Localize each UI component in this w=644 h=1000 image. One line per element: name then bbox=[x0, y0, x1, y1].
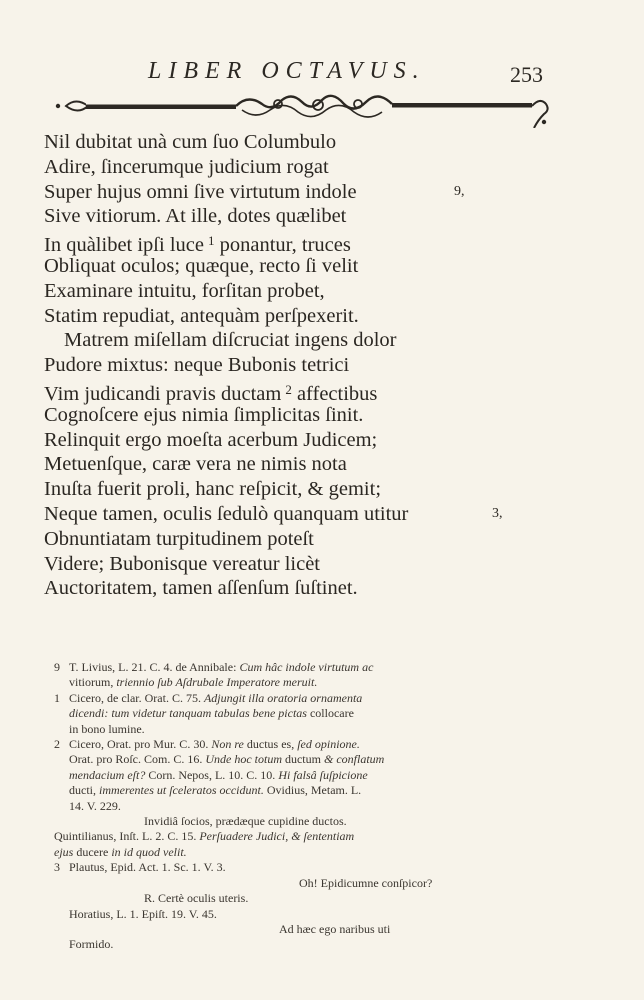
verse-line bbox=[44, 403, 604, 428]
quoted-text: Unde hoc totum bbox=[205, 752, 282, 767]
verse-text: Adire, ſincerumque judicium rogat bbox=[44, 155, 329, 178]
verse-text: Obnuntiatam turpitudinem poteſt bbox=[44, 527, 314, 550]
verse-line bbox=[44, 452, 604, 477]
footnote-marker: 2 bbox=[285, 381, 292, 397]
footnote-number: 2 bbox=[54, 737, 60, 752]
quoted-text: ductum bbox=[284, 752, 321, 767]
verse-text: Inuſta fuerit proli, hanc reſpicit, & gemit; bbox=[44, 478, 382, 501]
verse-line bbox=[44, 180, 604, 205]
quoted-text: Ad hæc ego naribus uti bbox=[279, 921, 391, 936]
quoted-text: & conflatum bbox=[323, 752, 385, 767]
verse-text: affectibus bbox=[296, 382, 378, 405]
citation-text: Cicero, de clar. Orat. C. 75. bbox=[69, 690, 201, 705]
footnote-2 bbox=[54, 737, 554, 860]
citation-text: Plautus, Epid. Act. 1. Sc. 1. V. 3. bbox=[69, 860, 226, 875]
citation-text: Orat. pro Roſc. Com. C. 16. bbox=[69, 752, 203, 767]
verse-text: Matrem miſellam diſcruciat ingens dolor bbox=[64, 329, 397, 352]
verse-text: Neque tamen, oculis ſedulò quanquam utitur bbox=[44, 502, 409, 525]
verse-block bbox=[44, 130, 604, 601]
quoted-text: Invidiâ ſocios, prædæque cupidine ductos. bbox=[144, 814, 347, 829]
verse-text: Sive vitiorum. At ille, dotes quælibet bbox=[44, 205, 347, 228]
footnote-number: 3 bbox=[54, 860, 60, 875]
verse-line bbox=[44, 552, 604, 577]
verse-text: Auctoritatem, tamen aſſenſum ſuſtinet. bbox=[44, 577, 358, 600]
footnote-number: 1 bbox=[54, 690, 60, 705]
footnote-marker: 1 bbox=[207, 233, 215, 249]
verse-text: Vim judicandi pravis ductam bbox=[44, 382, 282, 405]
quoted-text: ducere bbox=[76, 844, 109, 859]
verse-text: Pudore mixtus: neque Bubonis tetrici bbox=[44, 354, 350, 377]
verse-line bbox=[44, 378, 604, 403]
quoted-text: immerentes ut ſceleratos occidunt. bbox=[99, 783, 264, 798]
verse-text: Videre; Bubonisque vereatur licèt bbox=[44, 552, 320, 575]
verse-line bbox=[44, 229, 604, 257]
quoted-text: Perſuadere Judici, & ſententiam bbox=[199, 829, 355, 844]
quoted-text: in id quod velit. bbox=[111, 844, 187, 859]
verse-line bbox=[44, 304, 604, 329]
footnote-3 bbox=[54, 860, 554, 952]
quoted-text: Hi falsâ ſuſpicione bbox=[278, 767, 368, 782]
verse-line bbox=[44, 204, 604, 229]
quoted-text: Formido. bbox=[69, 937, 114, 952]
quoted-text: in bono lumine. bbox=[69, 721, 145, 736]
quoted-text: ductus es, bbox=[246, 737, 295, 752]
quoted-text: ducti, bbox=[69, 783, 96, 798]
verse-line bbox=[44, 254, 604, 279]
citation-text: Ovidius, Metam. L. bbox=[266, 783, 362, 798]
citation-text: vitiorum, bbox=[69, 675, 114, 690]
citation-text: T. Livius, L. 21. C. 4. de Annibale: bbox=[69, 660, 237, 674]
citation-text: 14. V. 229. bbox=[69, 798, 121, 813]
footnote-1 bbox=[54, 691, 554, 737]
quoted-text: Cum hâc indole virtutum ac bbox=[239, 660, 374, 674]
verse-text: Statim repudiat, antequàm perſpexerit. bbox=[44, 304, 359, 327]
verse-text: Metuenſque, caræ vera ne nimis nota bbox=[44, 453, 347, 476]
citation-text: Corn. Nepos, L. 10. C. 10. bbox=[148, 767, 276, 782]
quoted-text: triennio ſub Aſdrubale Imperatore meruit. bbox=[116, 675, 318, 690]
citation-text: Quintilianus, Inſt. L. 2. C. 15. bbox=[54, 829, 197, 844]
quoted-text: Adjungit illa oratoria ornamenta bbox=[203, 690, 363, 705]
verse-text: Super hujus omni ſive virtutum indole bbox=[44, 180, 357, 203]
verse-line bbox=[44, 502, 604, 527]
ornament-headpiece bbox=[52, 92, 552, 128]
footnote-marker: 3, bbox=[492, 505, 503, 521]
verse-text: ponantur, truces bbox=[219, 234, 351, 257]
page-header bbox=[0, 58, 644, 88]
citation-text: Cicero, Orat. pro Mur. C. 30. bbox=[69, 737, 209, 752]
quoted-text: mendacium eſt? bbox=[69, 767, 146, 782]
quoted-text: ſed opinione. bbox=[297, 737, 360, 752]
quoted-text: R. Certè oculis uteris. bbox=[144, 891, 249, 906]
verse-text: Nil dubitat unà cum ſuo Columbulo bbox=[44, 131, 337, 153]
verse-line bbox=[44, 527, 604, 552]
quoted-text: Non re bbox=[211, 737, 244, 752]
verse-text: Cognoſcere ejus nimia ſimplicitas ſinit. bbox=[44, 403, 364, 426]
verse-line bbox=[44, 477, 604, 502]
verse-text: Examinare intuitu, forſitan probet, bbox=[44, 279, 325, 302]
footnotes bbox=[54, 660, 554, 953]
verse-line bbox=[44, 130, 604, 155]
verse-line bbox=[44, 353, 604, 378]
footnote-number: 9 bbox=[54, 660, 60, 674]
running-title: LIBER OCTAVUS. bbox=[148, 58, 426, 84]
quoted-text: Oh! Epidicumne conſpicor? bbox=[299, 875, 433, 890]
quoted-text: collocare bbox=[309, 706, 354, 721]
page-number: 253 bbox=[510, 62, 543, 87]
verse-line bbox=[44, 428, 604, 453]
quoted-text: dicendi: tum videtur tanquam tabulas bene pictas bbox=[69, 706, 307, 721]
footnote-9 bbox=[54, 660, 554, 691]
quoted-text: ejus bbox=[54, 844, 74, 859]
verse-text: Obliquat oculos; quæque, recto ſi velit bbox=[44, 254, 359, 277]
verse-line bbox=[44, 279, 604, 304]
citation-text: Horatius, L. 1. Epiſt. 19. V. 45. bbox=[69, 906, 217, 921]
verse-text: In quàlibet ipſi luce bbox=[44, 234, 204, 257]
verse-line bbox=[44, 328, 604, 353]
verse-line bbox=[44, 576, 604, 601]
footnote-marker: 9, bbox=[454, 183, 465, 199]
verse-line bbox=[44, 155, 604, 180]
verse-text: Relinquit ergo moeſta acerbum Judicem; bbox=[44, 428, 378, 451]
